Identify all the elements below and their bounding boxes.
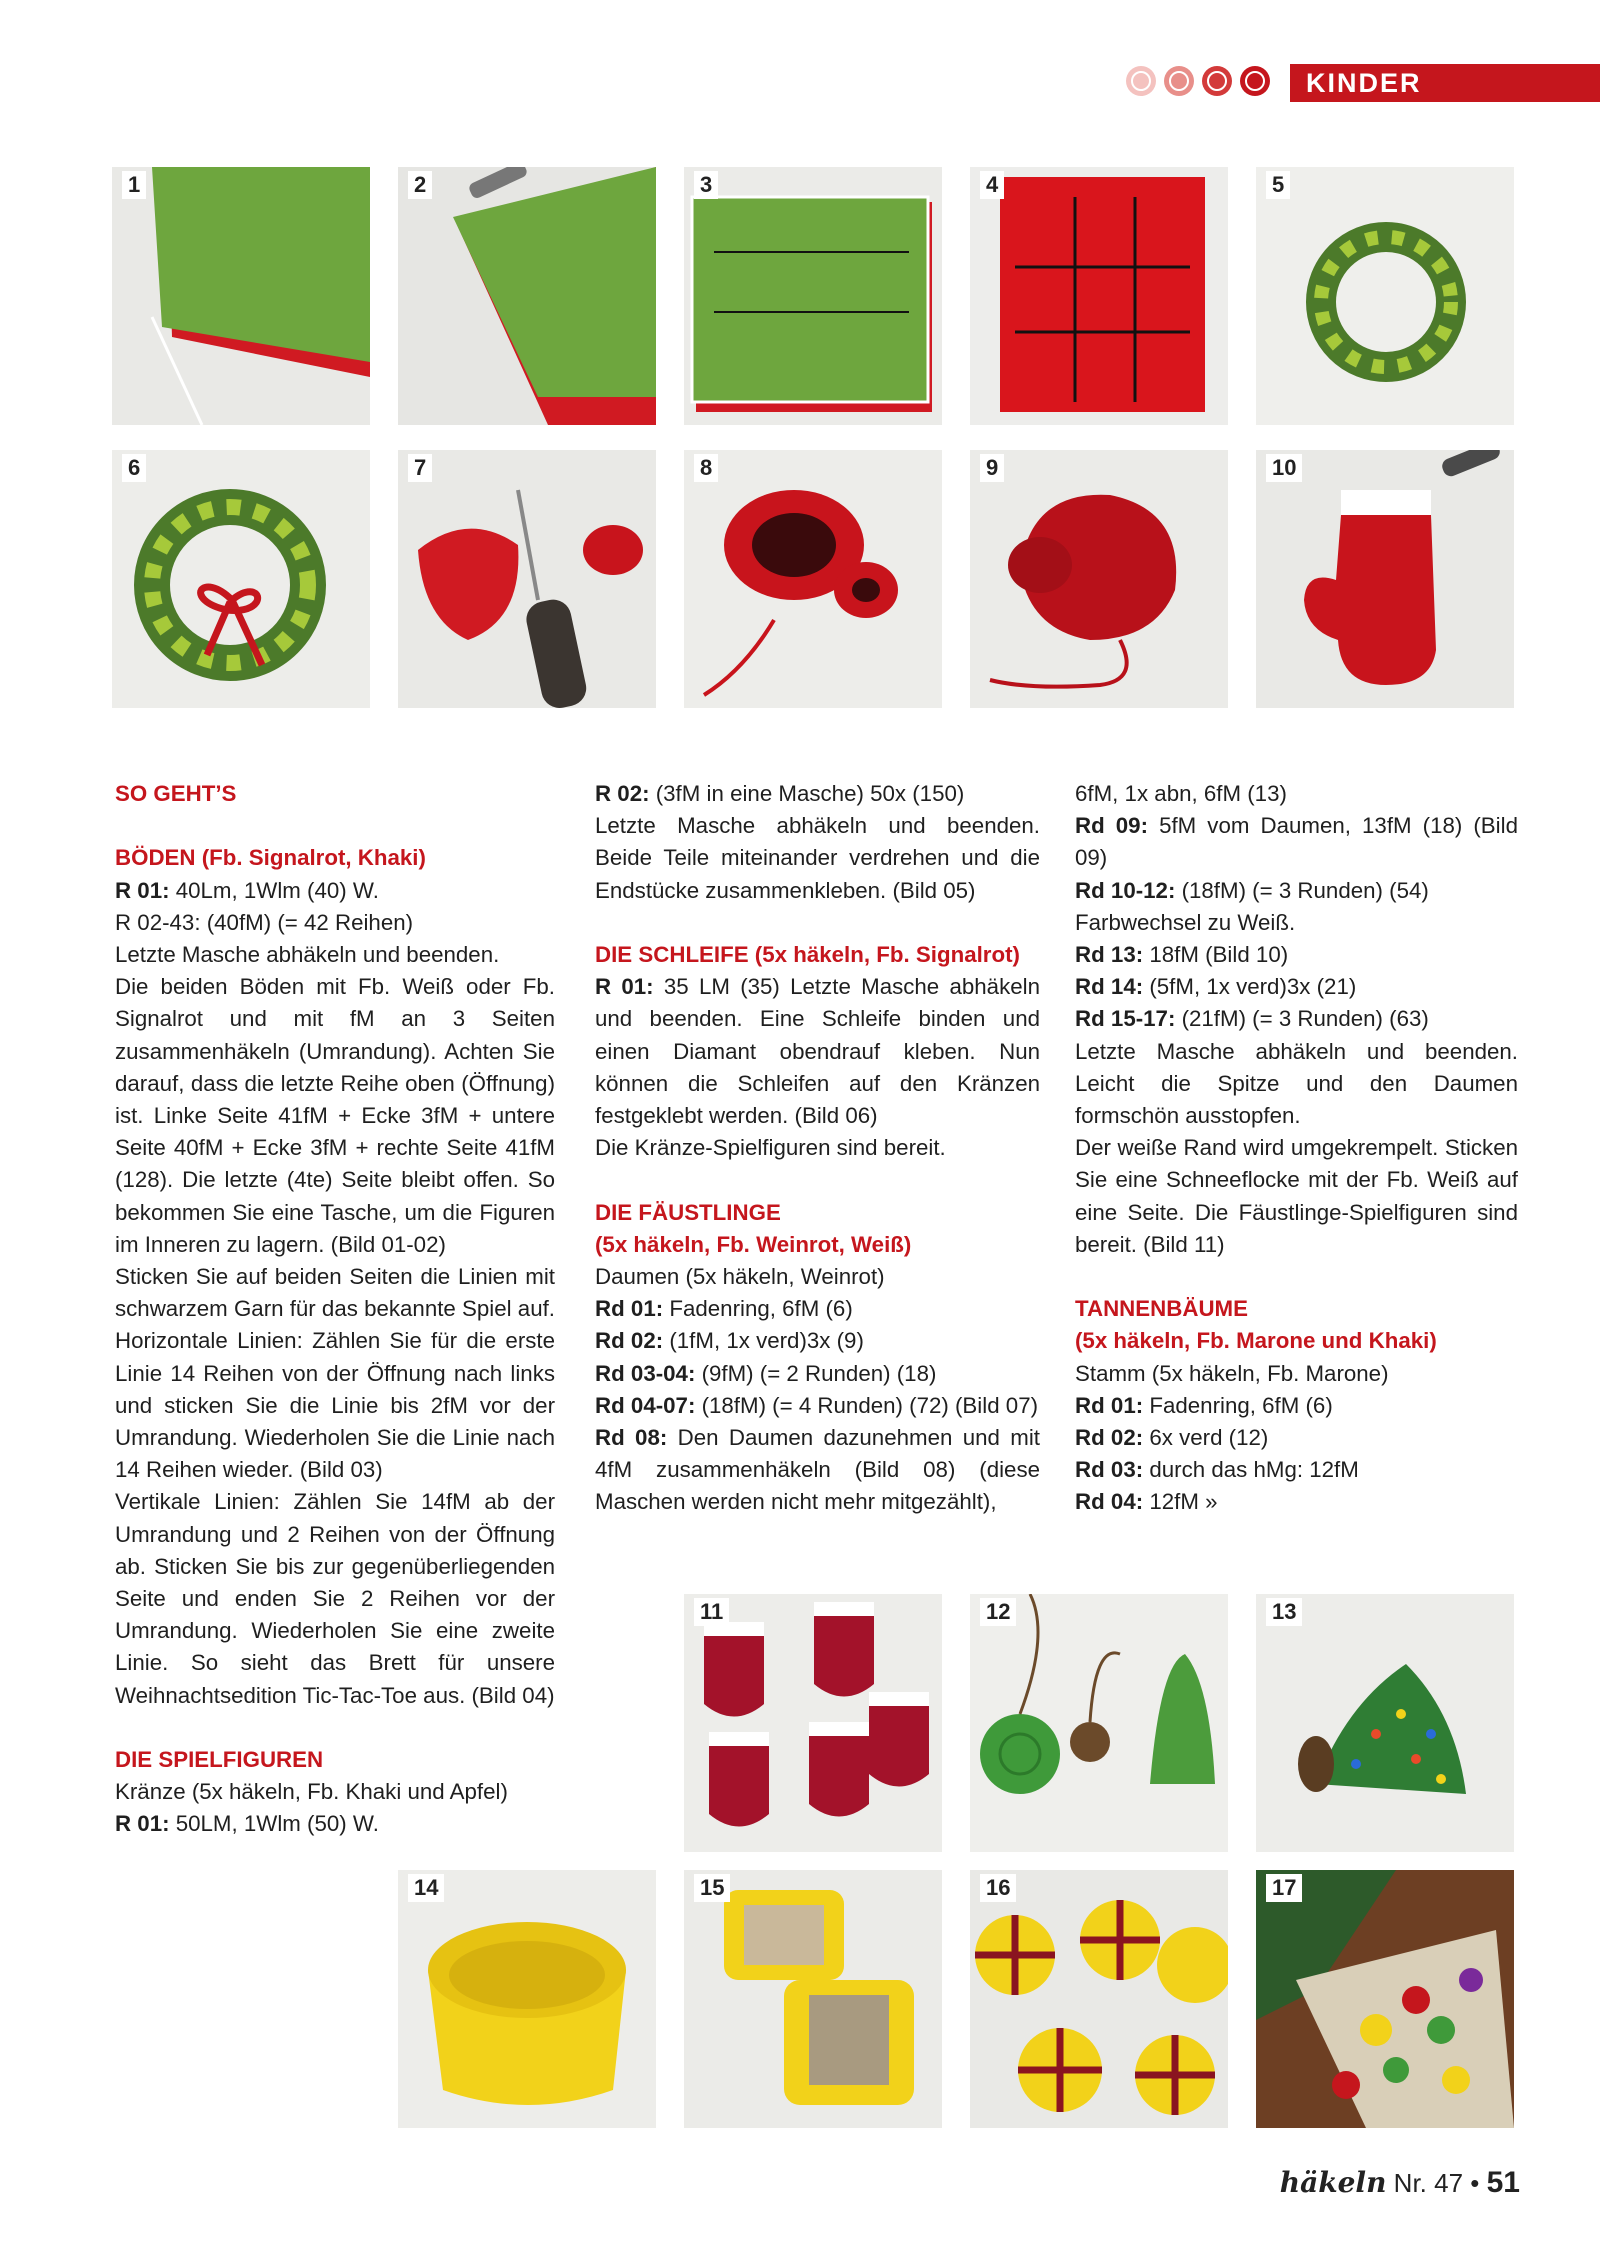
photo-number: 2 — [408, 171, 432, 199]
paragraph: Letzte Masche abhäkeln und beenden. Beide Teile miteinander verdrehen und die Endstücke zusammenkleben. (Bild 05) — [595, 813, 1040, 903]
row-instruction: R 01: 50LM, 1Wlm (50) W. — [115, 1811, 379, 1837]
photo-12 — [970, 1594, 1228, 1852]
row-instruction: Rd 02: 6x verd (12) — [1075, 1425, 1269, 1451]
row-instruction: Rd 01: Fadenring, 6fM (6) — [1075, 1392, 1333, 1418]
photo-7 — [398, 450, 656, 708]
photo-number: 12 — [980, 1598, 1016, 1626]
row-instruction: Rd 04: 12fM » — [1075, 1489, 1218, 1515]
photo-number: 5 — [1266, 171, 1290, 199]
magazine-brand: häkeln — [1279, 2166, 1387, 2199]
footer-bullet: • — [1470, 2168, 1480, 2198]
photo-10 — [1256, 450, 1514, 708]
paragraph: Letzte Masche abhäkeln und beenden. — [115, 942, 500, 967]
photo-3 — [684, 167, 942, 425]
paragraph: 6fM, 1x abn, 6fM (13) — [1075, 781, 1287, 806]
section-label: KINDER — [1306, 68, 1422, 98]
photo-number: 8 — [694, 454, 718, 482]
paragraph: Der weiße Rand wird umgekrempelt. Sticken Sie eine Schneeflocke mit der Fb. Weiß auf eine Seite. Die Fäustlinge-Spielfiguren sind bereit. (Bild 11) — [1075, 1135, 1518, 1257]
heading-faeustlinge: DIE FÄUSTLINGE — [595, 1199, 781, 1225]
paragraph: Die beiden Böden mit Fb. Weiß oder Fb. Signalrot und mit fM an 3 Seiten zusammenhäkeln (Umrandung). Achten Sie darauf, dass die letzte Reihe oben (Öffnung) ist. Linke Seite 41fM + Ecke 3fM + untere Seite 40fM + Ecke 3fM + rechte Seite 41fM (128). Die letzte (4te) Seite bleibt offen. So bekommen Sie eine Tasche, um die Figuren im Inneren zu lagern. (Bild 01-02) — [115, 974, 555, 1257]
paragraph: Kränze (5x häkeln, Fb. Khaki und Apfel) — [115, 1779, 508, 1805]
photo-8 — [684, 450, 942, 708]
heading-tannenbaeume-sub: (5x häkeln, Fb. Marone und Khaki) — [1075, 1328, 1437, 1354]
photo-4 — [970, 167, 1228, 425]
yarn-balls-icon — [1124, 64, 1280, 98]
photo-16 — [970, 1870, 1228, 2128]
paragraph: Stamm (5x häkeln, Fb. Marone) — [1075, 1360, 1389, 1386]
paragraph: Sticken Sie auf beiden Seiten die Linien mit schwarzem Garn für das bekannte Spiel auf. Horizontale Linien: Zählen Sie für die erste Linie 14 Reihen von der Öffnung nach links und sticken Sie die Linie bis 2fM vor der Umrandung. Wiederholen Sie die Linie nach 14 Reihen wieder. (Bild 03) — [115, 1264, 555, 1483]
photo-number: 13 — [1266, 1598, 1302, 1626]
issue-number: Nr. 47 — [1393, 2168, 1464, 2198]
photo-13 — [1256, 1594, 1514, 1852]
row-instruction: Rd 02: (1fM, 1x verd)3x (9) — [595, 1328, 864, 1354]
text-column-3 — [1075, 778, 1518, 1519]
paragraph: Die Kränze-Spielfiguren sind bereit. — [595, 1135, 946, 1161]
photo-number: 11 — [694, 1598, 729, 1626]
photo-17 — [1256, 1870, 1514, 2128]
photo-11 — [684, 1594, 942, 1852]
row-instruction: R 02: (3fM in eine Masche) 50x (150) — [595, 781, 965, 806]
photo-2 — [398, 167, 656, 425]
photo-number: 4 — [980, 171, 1004, 199]
photo-number: 14 — [408, 1874, 444, 1902]
row-instruction: Rd 15-17: (21fM) (= 3 Runden) (63) — [1075, 1006, 1429, 1032]
heading-schleife: DIE SCHLEIFE (5x häkeln, Fb. Signalrot) — [595, 942, 1020, 967]
photo-number: 16 — [980, 1874, 1016, 1902]
page-number: 51 — [1486, 2166, 1520, 2199]
row-instruction: Rd 01: Fadenring, 6fM (6) — [595, 1296, 853, 1322]
photo-1 — [112, 167, 370, 425]
paragraph: Letzte Masche abhäkeln und beenden. Leicht die Spitze und den Daumen formschön ausstopfen. — [1075, 1038, 1518, 1129]
photo-5 — [1256, 167, 1514, 425]
page-footer — [1280, 2166, 1520, 2200]
row-instruction: R 01: 35 LM (35) Letzte Masche abhäkeln und beenden. Eine Schleife binden und einen Diamant obendrauf kleben. Nun können die Schleifen auf den Kränzen festgeklebt werden. (Bild 06) — [595, 974, 1040, 1129]
section-title: SO GEHT’S — [115, 781, 237, 806]
photo-number: 3 — [694, 171, 718, 199]
row-instruction: R 01: 40Lm, 1Wlm (40) W. — [115, 877, 379, 903]
heading-tannenbaeume: TANNENBÄUME — [1075, 1296, 1248, 1322]
photo-number: 17 — [1266, 1874, 1302, 1902]
photo-number: 1 — [122, 171, 146, 199]
paragraph: Farbwechsel zu Weiß. — [1075, 909, 1296, 935]
section-banner — [1290, 64, 1600, 102]
heading-boeden: BÖDEN (Fb. Signalrot, Khaki) — [115, 845, 426, 871]
photo-14 — [398, 1870, 656, 2128]
photo-9 — [970, 450, 1228, 708]
row-instruction: Rd 04-07: (18fM) (= 4 Runden) (72) (Bild 07) — [595, 1392, 1039, 1418]
photo-6 — [112, 450, 370, 708]
heading-faeustlinge-sub: (5x häkeln, Fb. Weinrot, Weiß) — [595, 1231, 912, 1257]
row-instruction: Rd 09: 5fM vom Daumen, 13fM (18) (Bild 09) — [1075, 813, 1518, 871]
row-instruction: R 02-43: (40fM) (= 42 Reihen) — [115, 909, 414, 935]
row-instruction: Rd 14: (5fM, 1x verd)3x (21) — [1075, 974, 1357, 1000]
photo-15 — [684, 1870, 942, 2128]
row-instruction: Rd 03-04: (9fM) (= 2 Runden) (18) — [595, 1360, 937, 1386]
photo-number: 10 — [1266, 454, 1302, 482]
photo-number: 7 — [408, 454, 432, 482]
paragraph: Vertikale Linien: Zählen Sie 14fM ab der Umrandung und 2 Reihen von der Öffnung ab. Sticken Sie bis zur gegenüberliegenden Seite und enden Sie 2 Reihen vor der Umrandung. Wiederholen Sie eine zweite Linie. So sieht das Brett für unsere Weihnachtsedition Tic-Tac-Toe aus. (Bild 04) — [115, 1489, 555, 1708]
text-column-1 — [115, 778, 555, 1841]
row-instruction: Rd 08: Den Daumen dazunehmen und mit 4fM zusammenhäkeln (Bild 08) (diese Maschen werden nicht mehr mitgezählt), — [595, 1425, 1040, 1515]
paragraph: Daumen (5x häkeln, Weinrot) — [595, 1264, 885, 1290]
text-column-2 — [595, 778, 1040, 1519]
row-instruction: Rd 10-12: (18fM) (= 3 Runden) (54) — [1075, 877, 1429, 903]
photo-number: 6 — [122, 454, 146, 482]
row-instruction: Rd 03: durch das hMg: 12fM — [1075, 1457, 1359, 1483]
photo-number: 9 — [980, 454, 1004, 482]
row-instruction: Rd 13: 18fM (Bild 10) — [1075, 942, 1289, 968]
heading-spielfiguren: DIE SPIELFIGUREN — [115, 1747, 324, 1773]
photo-number: 15 — [694, 1874, 730, 1902]
